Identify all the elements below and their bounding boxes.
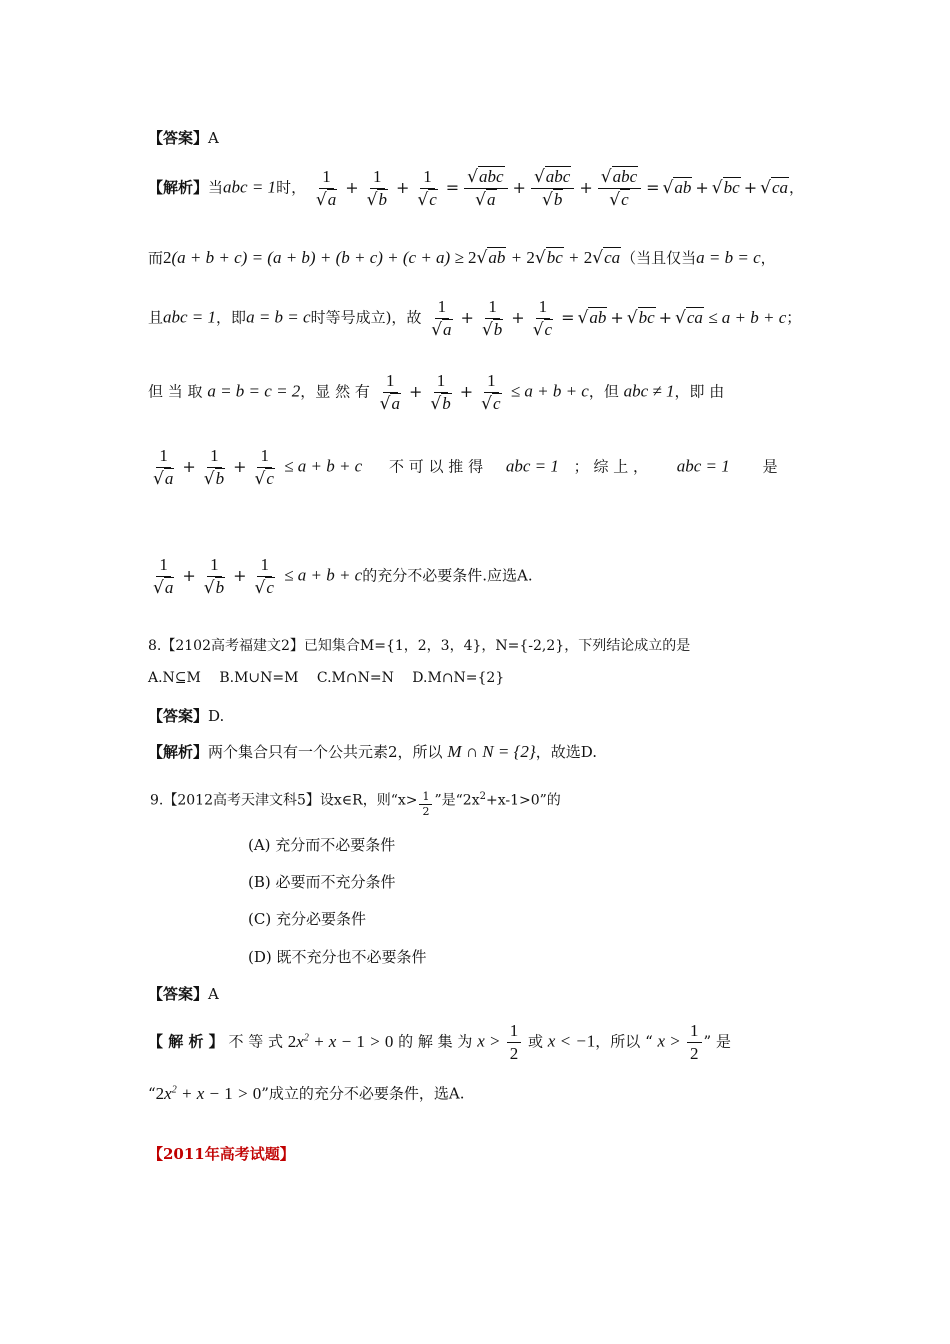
analysis-line-4: 但 当 取 a = b = c = 2，显 然 有 $\frac{1}{√a}$ + $\frac{1}{√b}$ + $\frac{1}{√c}$ ≤ a + b + c，但 abc ≠ 1，即 由 — [148, 371, 725, 414]
analysis-label: 【解析】 — [148, 743, 209, 761]
math-frac: $\frac{1}{√c}$ — [532, 297, 553, 340]
math-frac: $\frac{1}{√a}$ — [315, 167, 337, 210]
analysis-text: ”成立的充分不必要条件，选A. — [261, 1084, 465, 1103]
expr-a-b-c-2: a = b = c = 2 — [207, 381, 301, 401]
expr-abc-eq-1: abc = 1 — [676, 456, 730, 476]
text-er: 而 — [148, 249, 164, 267]
text-when-only: （当且仅当 — [621, 249, 697, 267]
question-8-options: A.N⊆M B.M∪N=M C.M∩N=N D.M∩N={2} — [148, 670, 505, 686]
stem-text: 9.【2012高考天津文科5】设x∈R，则“x> — [150, 792, 418, 809]
expr-abc-ne-1: abc ≠ 1 — [623, 381, 675, 401]
math-frac: $\frac{1}{√c}$ — [417, 167, 437, 210]
fraction-numerator: 1 — [419, 790, 432, 805]
option-d: (D) 既不充分也不必要条件 — [248, 948, 427, 966]
analysis-line-2: 而2(a + b + c) = (a + b) + (b + c) + (c + a) ≥ 2√ab + 2√bc + 2√ca（当且仅当a = b = c， — [148, 248, 776, 268]
math-frac: $\frac{1}{√b}$ — [481, 297, 503, 340]
math-frac: $\frac{1}{√b}$ — [430, 371, 451, 414]
question-9-answer — [148, 984, 219, 1004]
analysis-line-6: $\frac{1}{√a}$ + $\frac{1}{√b}$ + $\frac{1}{√c}$ ≤ a + b + c的充分不必要条件.应选A. — [148, 554, 533, 599]
expr-abc-eq-1: abc = 1 — [163, 307, 217, 327]
question-8-answer — [148, 706, 224, 726]
option-b: (B) 必要而不充分条件 — [248, 873, 396, 891]
answer-value: A — [208, 129, 219, 147]
analysis-text: ，故选D. — [535, 743, 597, 761]
section-heading: 【2011年高考试题】 — [148, 1145, 295, 1163]
stem-superscript: 2 — [479, 790, 486, 802]
expr-a-b-c: a = b = c — [246, 307, 311, 327]
math-frac: $\frac{1}{2}$ — [687, 1020, 702, 1065]
math-frac: $\frac{1}{√b}$ — [366, 167, 387, 210]
math-frac: $\frac{\text{√abc}}{√b}$ — [531, 166, 574, 211]
analysis-text: 的 解 集 为 — [398, 1032, 473, 1051]
math-frac: $\frac{1}{√a}$ — [153, 446, 174, 489]
math-inequality: 2(a + b + c) = (a + b) + (b + c) + (c + a) ≥ 2√ab + 2√bc + 2√ca — [163, 248, 621, 268]
math-frac: $\frac{1}{√a}$ — [431, 297, 452, 340]
analysis-text: 不 等 式 — [228, 1032, 283, 1051]
answer-line-1 — [148, 128, 219, 148]
answer-value: A — [208, 985, 219, 1003]
question-8-stem: 8.【2102高考福建文2】已知集合M={1，2，3，4}，N={-2,2}，下列结论成立的是 — [148, 638, 691, 654]
math-frac: $\frac{1}{√a}$ — [153, 555, 174, 598]
text-obviously: ，显 然 有 — [300, 382, 370, 401]
math-inequality: $2x^2 + x - 1 > 0$ — [287, 1031, 394, 1051]
answer-label: 【答案】 — [148, 707, 209, 725]
analysis-label: 【解析】 — [148, 178, 209, 197]
expr-abc-eq-1: abc = 1 — [223, 177, 277, 197]
math-frac: $\frac{\text{√abc}}{√c}$ — [598, 166, 641, 211]
text-thus-from: ，即 由 — [674, 382, 725, 401]
analysis-line-3: 且abc = 1，即a = b = c时等号成立)，故 $\frac{1}{√a}$ + $\frac{1}{√b}$ + $\frac{1}{√c}$ = √ab + √bc + √ca ≤ a + b + c； — [148, 297, 802, 340]
question-9-analysis-2: “$2x^2 + x - 1 > 0$”成立的充分不必要条件，选A. — [148, 1083, 465, 1103]
answer-value: D. — [208, 707, 225, 725]
analysis-text: 两个集合只有一个公共元素2，所以 — [208, 743, 443, 761]
math-frac: $\frac{1}{√b}$ — [203, 555, 225, 598]
expr-a-b-c: a = b = c — [696, 248, 761, 267]
option-a: (A) 充分而不必要条件 — [248, 836, 396, 854]
analysis-line-1: 【解析】当abc = 1时， $\frac{1}{√a}$ + $\frac{1}{√b}$ + $\frac{1}{√c}$ = $\frac{\text{√abc}}{√a}$ + $\frac{\text{√abc}}{√b}$ + $\frac{\text{√abc}}{√c}$ = √ab + √bc + √ca， — [148, 167, 804, 210]
analysis-text: 或 — [528, 1032, 544, 1051]
expr-abc-eq-1: abc = 1 — [505, 456, 559, 476]
text-in-summary: ； 综 上 ， — [573, 457, 648, 476]
math-frac: $\frac{1}{2}$ — [507, 1020, 522, 1065]
math-frac: $\frac{\text{√abc}}{√a}$ — [464, 166, 507, 211]
question-9-analysis-1: 【 解 析 】 不 等 式 $2x^2 + x - 1 > 0$ 的 解 集 为 x > $\frac{1}{2}$ 或 x < −1，所以 “ x > $\frac{1}{2}$ ” 是 — [148, 1021, 731, 1063]
text-equal-holds: 时等号成立)，故 — [310, 308, 422, 327]
math-frac: $\frac{1}{√c}$ — [481, 371, 501, 414]
stem-text: ”是“2x — [434, 792, 480, 809]
answer-label: 【答案】 — [148, 129, 209, 147]
analysis-line-5: $\frac{1}{√a}$ + $\frac{1}{√b}$ + $\frac{1}{√c}$ ≤ a + b + c 不 可 以 推 得 abc = 1 ； 综 上 ， abc = 1 是 — [148, 445, 778, 490]
text-but: ，但 — [588, 382, 619, 401]
analysis-text: ” 是 — [703, 1032, 731, 1051]
analysis-text: ，所以 “ — [595, 1032, 653, 1051]
expr-intersection: M ∩ N = {2} — [447, 742, 536, 761]
text-when: 当 — [208, 178, 224, 197]
text-ie: ，即 — [216, 308, 247, 327]
math-frac: $\frac{1}{√a}$ — [379, 371, 400, 414]
math-frac: $\frac{1}{√c}$ — [254, 446, 274, 489]
analysis-label: 【 解 析 】 — [148, 1032, 224, 1051]
math-inequality: $2x^2 + x - 1 > 0$ — [155, 1083, 262, 1103]
fraction-denominator: 2 — [422, 805, 430, 818]
stem-fraction — [419, 790, 432, 819]
text-qie: 且 — [148, 308, 164, 327]
text-shi: 时， — [276, 178, 307, 197]
answer-label: 【答案】 — [148, 985, 209, 1003]
math-frac: $\frac{1}{√b}$ — [203, 446, 225, 489]
text-is: 是 — [762, 457, 778, 476]
text-but-take: 但 当 取 — [148, 382, 203, 401]
math-frac: $\frac{1}{√c}$ — [254, 555, 274, 598]
text-conclusion: 的充分不必要条件.应选A. — [362, 566, 533, 585]
question-8-analysis — [148, 742, 597, 762]
question-9-stem — [150, 786, 561, 818]
option-c: (C) 充分必要条件 — [248, 910, 366, 928]
stem-text: +x-1>0”的 — [485, 792, 561, 809]
text-cannot-derive: 不 可 以 推 得 — [389, 457, 484, 476]
